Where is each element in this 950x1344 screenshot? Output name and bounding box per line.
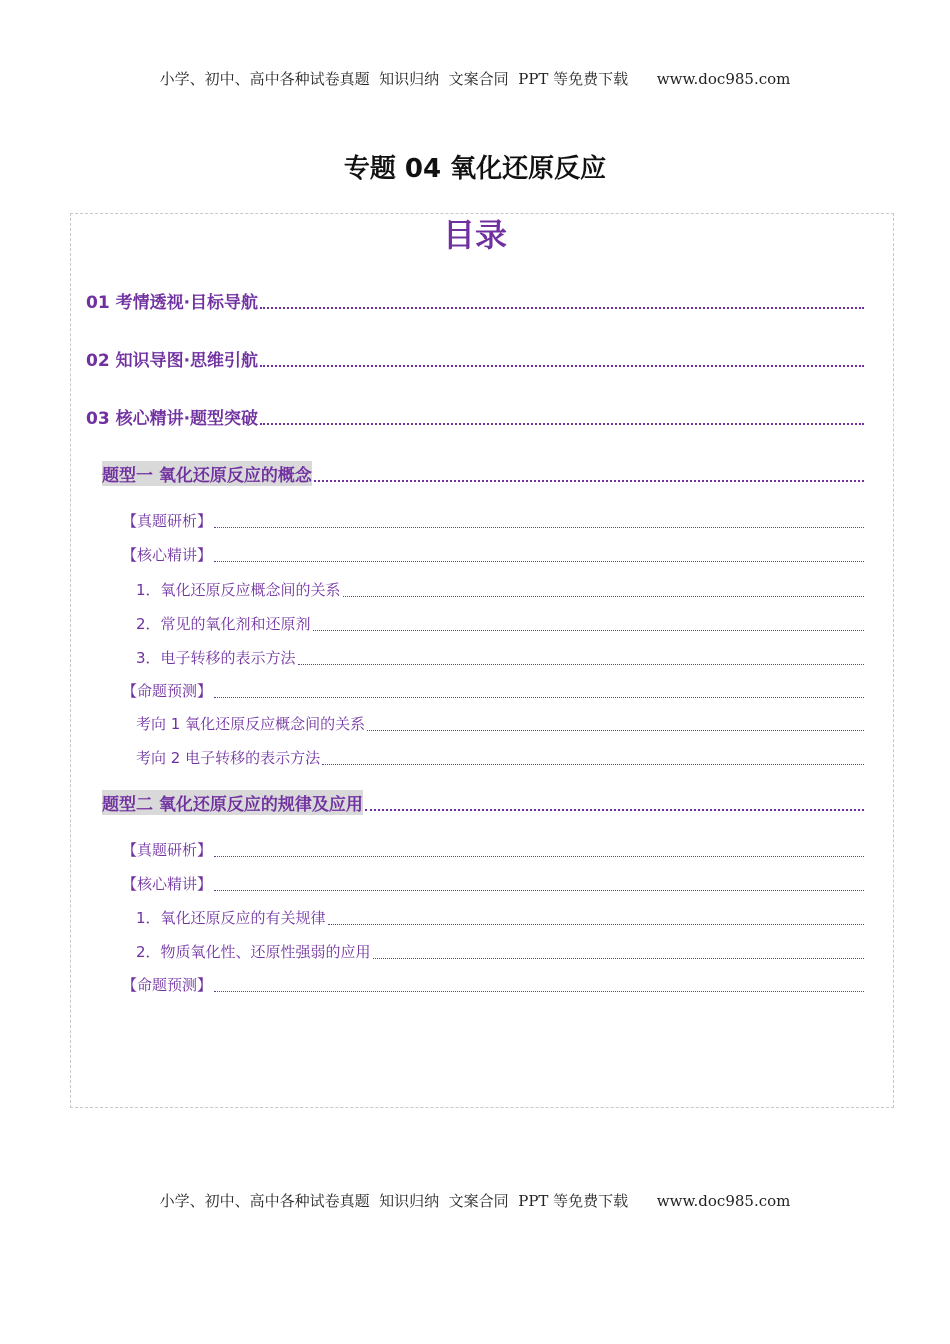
toc-entry-label: 【核心精讲】 [122,546,213,564]
toc-entry-type1-zhenti[interactable] [122,510,864,531]
toc-entry-type1-point-3[interactable] [136,647,864,668]
toc-entry-type2-yuce[interactable] [122,974,864,995]
dot-leader [214,890,864,891]
toc-entry-section-01[interactable] [86,288,864,313]
toc-entry-type-2[interactable] [102,790,864,815]
toc-entry-type2-hexin[interactable] [122,873,864,894]
toc-entry-label: 【真题研析】 [122,512,213,530]
dot-leader [214,697,864,698]
toc-entry-label: 2．物质氧化性、还原性强弱的应用 [136,943,371,961]
toc-entry-label: 考向 1 氧化还原反应概念间的关系 [136,715,366,733]
toc-entry-label: 【命题预测】 [122,976,213,994]
toc-entry-type1-hexin[interactable] [122,544,864,565]
dot-leader [260,307,864,309]
toc-entry-section-03[interactable] [86,404,864,429]
document-title: 专题 04 氧化还原反应 [343,154,607,184]
toc-entry-label: 3．电子转移的表示方法 [136,649,296,667]
toc-entry-label: 题型二 氧化还原反应的规律及应用 [102,790,363,815]
toc-entry-label: 考向 2 电子转移的表示方法 [136,749,321,767]
dot-leader [260,423,864,425]
toc-entry-label: 1．氧化还原反应概念间的关系 [136,581,341,599]
dot-leader [314,480,864,482]
dot-leader [343,596,864,597]
page-footer: 小学、初中、高中各种试卷真题 知识归纳 文案合同 PPT 等免费下载 www.doc985.com [159,1192,791,1210]
toc-entry-label: 02 知识导图·思维引航 [86,351,259,371]
dot-leader [214,527,864,528]
toc-entry-label: 2．常见的氧化剂和还原剂 [136,615,311,633]
dot-leader [214,561,864,562]
toc-entry-label: 【核心精讲】 [122,875,213,893]
toc-entry-label: 题型一 氧化还原反应的概念 [102,461,312,486]
toc-entry-type1-yuce[interactable] [122,680,864,701]
toc-entry-label: 03 核心精讲·题型突破 [86,409,259,429]
dot-leader [328,924,864,925]
toc-entry-type1-direction-1[interactable] [136,713,864,734]
dot-leader [365,809,864,811]
toc-entry-type1-point-2[interactable] [136,613,864,634]
dot-leader [313,630,864,631]
toc-entry-type-1[interactable] [102,461,864,486]
toc-entry-label: 【真题研析】 [122,841,213,859]
dot-leader [260,365,864,367]
page-header: 小学、初中、高中各种试卷真题 知识归纳 文案合同 PPT 等免费下载 www.doc985.com [159,70,791,88]
toc-entry-type1-direction-2[interactable] [136,747,864,768]
dot-leader [214,991,864,992]
dot-leader [322,764,864,765]
toc-entry-type2-zhenti[interactable] [122,839,864,860]
toc-entry-label: 01 考情透视·目标导航 [86,293,259,313]
toc-entry-label: 【命题预测】 [122,682,213,700]
toc-entry-type2-point-1[interactable] [136,907,864,928]
dot-leader [373,958,864,959]
toc-entry-label: 1．氧化还原反应的有关规律 [136,909,326,927]
toc-entry-type1-point-1[interactable] [136,579,864,600]
toc-entry-section-02[interactable] [86,346,864,371]
dot-leader [214,856,864,857]
dot-leader [298,664,864,665]
dot-leader [367,730,864,731]
toc-heading: 目录 [442,216,507,254]
toc-entry-type2-point-2[interactable] [136,941,864,962]
